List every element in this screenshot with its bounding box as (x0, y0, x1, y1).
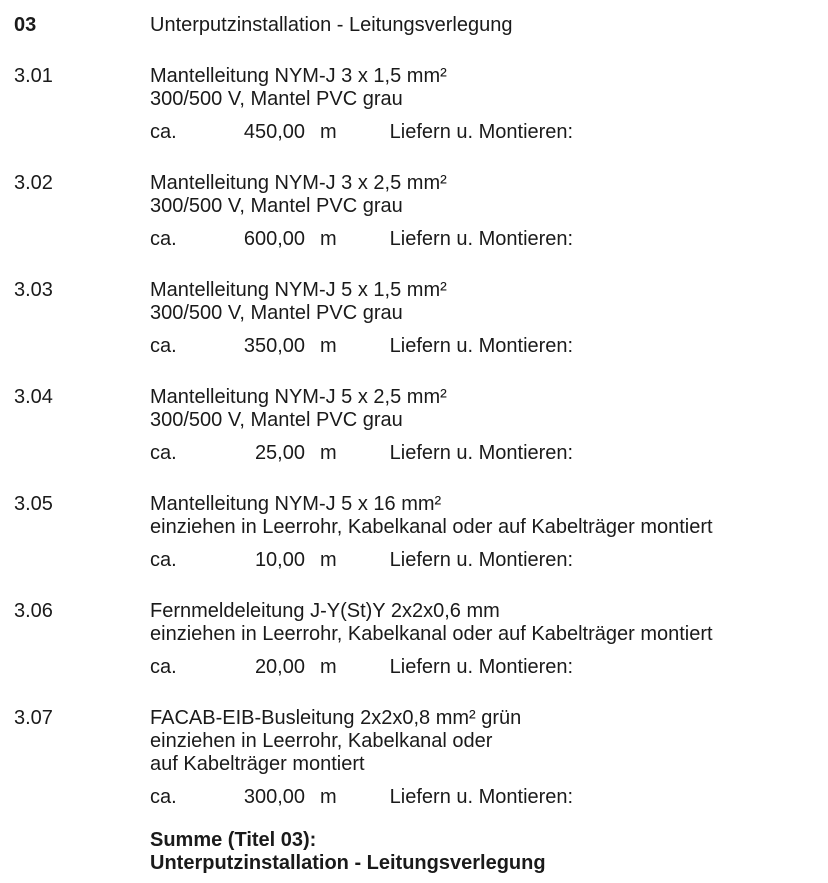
item-description-line: 300/500 V, Mantel PVC grau (150, 88, 403, 110)
item-description-line: einziehen in Leerrohr, Kabelkanal oder auf Kabelträger montiert (150, 623, 713, 645)
quantity-line (150, 549, 818, 572)
supply-action-label: Liefern u. Montieren: (389, 335, 574, 357)
item-number: 3.01 (14, 65, 53, 87)
quantity-value: 10,00 (254, 549, 305, 571)
item-number: 3.06 (14, 600, 53, 622)
summary-line-1: Summe (Titel 03): (150, 829, 317, 851)
quantity-line (150, 121, 818, 144)
quantity-line (150, 228, 818, 251)
quantity-value: 300,00 (243, 786, 305, 808)
item-number: 3.07 (14, 707, 53, 729)
quantity-prefix: ca. (150, 786, 177, 808)
quantity-prefix: ca. (150, 442, 177, 464)
quantity-value: 350,00 (243, 335, 305, 357)
item-row (14, 707, 818, 809)
item-description-line: Mantelleitung NYM-J 3 x 2,5 mm² (150, 172, 447, 194)
quantity-value: 20,00 (254, 656, 305, 678)
quantity-prefix: ca. (150, 228, 177, 250)
supply-action-label: Liefern u. Montieren: (389, 656, 574, 678)
item-description-line: Fernmeldeleitung J-Y(St)Y 2x2x0,6 mm (150, 600, 500, 622)
quantity-unit: m (320, 656, 337, 678)
summary-block (14, 829, 818, 875)
item-description-line: auf Kabelträger montiert (150, 753, 365, 775)
quantity-line (150, 656, 818, 679)
quantity-prefix: ca. (150, 656, 177, 678)
quantity-unit: m (320, 335, 337, 357)
item-description-line: Mantelleitung NYM-J 5 x 16 mm² (150, 493, 442, 515)
item-description-line: einziehen in Leerrohr, Kabelkanal oder auf Kabelträger montiert (150, 516, 713, 538)
supply-action-label: Liefern u. Montieren: (389, 549, 574, 571)
quantity-line (150, 335, 818, 358)
item-row (14, 386, 818, 465)
item-description-line: Mantelleitung NYM-J 3 x 1,5 mm² (150, 65, 447, 87)
item-row (14, 279, 818, 358)
quantity-line (150, 442, 818, 465)
item-number: 3.02 (14, 172, 53, 194)
item-description-line: 300/500 V, Mantel PVC grau (150, 302, 403, 324)
quantity-unit: m (320, 442, 337, 464)
item-row (14, 600, 818, 679)
quantity-unit: m (320, 549, 337, 571)
quantity-unit: m (320, 228, 337, 250)
item-number: 3.04 (14, 386, 53, 408)
quantity-prefix: ca. (150, 121, 177, 143)
quantity-value: 25,00 (254, 442, 305, 464)
supply-action-label: Liefern u. Montieren: (389, 121, 574, 143)
supply-action-label: Liefern u. Montieren: (389, 786, 574, 808)
section-header (14, 14, 818, 37)
item-description-line: FACAB-EIB-Busleitung 2x2x0,8 mm² grün (150, 707, 522, 729)
quantity-unit: m (320, 121, 337, 143)
item-number: 3.05 (14, 493, 53, 515)
supply-action-label: Liefern u. Montieren: (389, 442, 574, 464)
quantity-prefix: ca. (150, 335, 177, 357)
item-description-line: einziehen in Leerrohr, Kabelkanal oder (150, 730, 493, 752)
item-description-line: Mantelleitung NYM-J 5 x 2,5 mm² (150, 386, 447, 408)
section-code: 03 (14, 14, 37, 36)
quantity-value: 450,00 (243, 121, 305, 143)
item-row (14, 493, 818, 572)
quantity-prefix: ca. (150, 549, 177, 571)
quantity-value: 600,00 (243, 228, 305, 250)
quantity-unit: m (320, 786, 337, 808)
item-description-line: 300/500 V, Mantel PVC grau (150, 195, 403, 217)
supply-action-label: Liefern u. Montieren: (389, 228, 574, 250)
item-row (14, 172, 818, 251)
section-title: Unterputzinstallation - Leitungsverlegung (150, 14, 513, 36)
item-description-line: 300/500 V, Mantel PVC grau (150, 409, 403, 431)
quantity-line (150, 786, 818, 809)
item-number: 3.03 (14, 279, 53, 301)
item-description-line: Mantelleitung NYM-J 5 x 1,5 mm² (150, 279, 447, 301)
summary-line-2: Unterputzinstallation - Leitungsverlegung (150, 852, 546, 874)
item-row (14, 65, 818, 144)
